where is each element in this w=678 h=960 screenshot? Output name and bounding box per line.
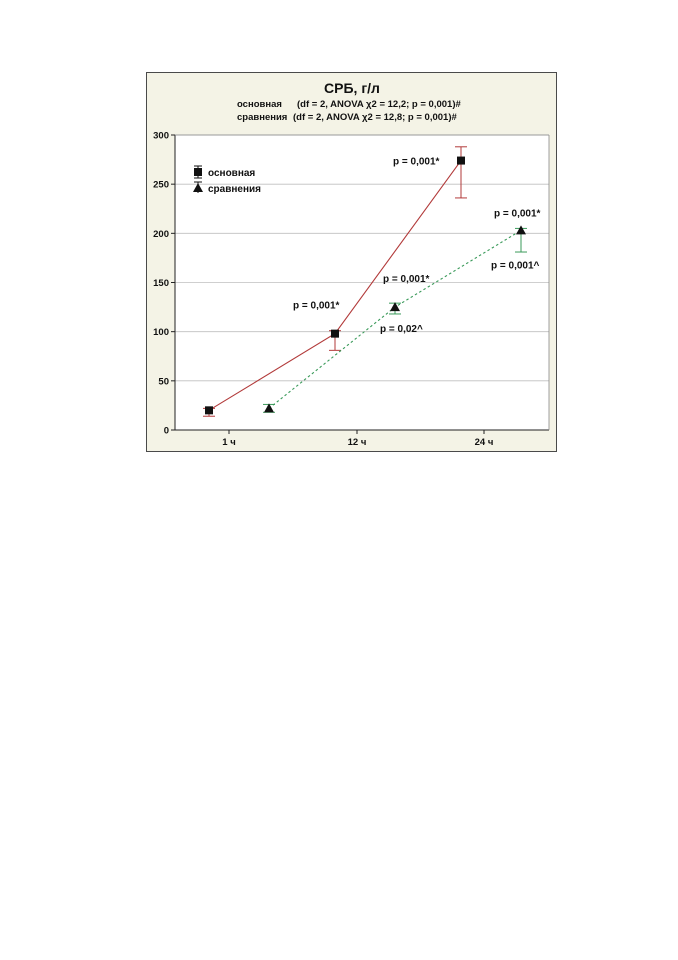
p-value-annotation: p = 0,001* xyxy=(393,156,440,168)
legend-marker-square xyxy=(194,168,202,176)
p-value-annotation: p = 0,001* xyxy=(494,208,541,220)
p-value-annotation: p = 0,001^ xyxy=(491,260,540,272)
x-tick-label: 1 ч xyxy=(222,437,236,448)
chart-title: СРБ, г/л xyxy=(324,80,380,96)
y-tick-label: 300 xyxy=(153,130,169,142)
data-point-square xyxy=(331,330,339,338)
y-tick-label: 200 xyxy=(153,228,169,240)
chart-frame xyxy=(146,72,557,452)
p-value-annotation: p = 0,001* xyxy=(293,300,340,312)
subtitle-stats-2: (df = 2, ANOVA χ2 = 12,8; p = 0,001)# xyxy=(293,112,457,123)
y-tick-label: 0 xyxy=(163,425,169,437)
y-tick-label: 150 xyxy=(153,278,169,289)
x-tick-label: 24 ч xyxy=(474,437,494,448)
legend-label-1: основная xyxy=(208,168,256,179)
legend-label-2: сравнения xyxy=(208,184,262,195)
y-tick-label: 50 xyxy=(158,376,169,388)
p-value-annotation: p = 0,001* xyxy=(383,274,430,286)
x-tick-label: 12 ч xyxy=(347,437,367,448)
y-tick-label: 250 xyxy=(153,179,169,191)
p-value-annotation: p = 0,02^ xyxy=(380,324,423,336)
data-point-square xyxy=(205,406,213,414)
subtitle-label-2: сравнения xyxy=(237,112,288,123)
subtitle-stats-1: (df = 2, ANOVA χ2 = 12,2; p = 0,001)# xyxy=(297,99,461,110)
subtitle-label-1: основная xyxy=(237,99,282,110)
y-tick-label: 100 xyxy=(153,327,169,339)
data-point-square xyxy=(457,157,465,165)
chart-svg xyxy=(147,73,558,453)
